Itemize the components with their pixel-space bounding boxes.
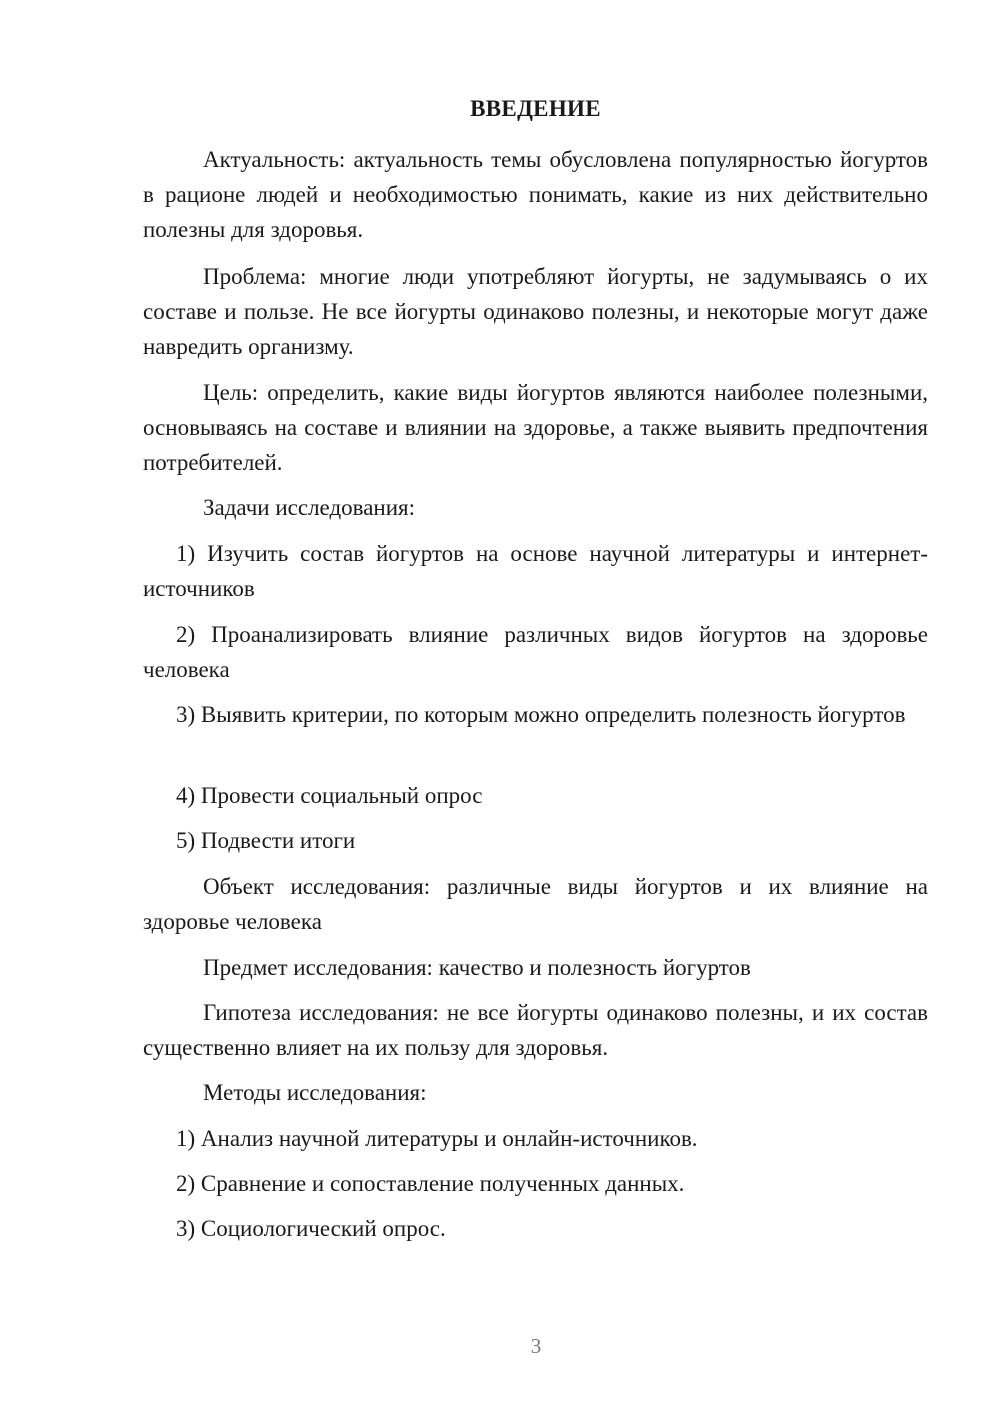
goal-paragraph: Цель: определить, какие виды йогуртов являются наиболее полезными, основываясь на составе и влиянии на здоровье, а также выявить предпочтения потребителей.: [143, 380, 928, 475]
relevance-paragraph: Актуальность: актуальность темы обусловлена популярностью йогуртов в рационе людей и необходимостью понимать, какие из них действительно полезны для здоровья.: [143, 147, 928, 242]
task-item-3: 3) Выявить критерии, по которым можно определить полезность йогуртов: [176, 702, 906, 727]
hypothesis-paragraph: Гипотеза исследования: не все йогурты одинаково полезны, и их состав существенно влияет на их пользу для здоровья.: [143, 1000, 928, 1060]
problem-paragraph: Проблема: многие люди употребляют йогурты, не задумываясь о их составе и пользе. Не все йогурты одинаково полезны, и некоторые могут даже навредить организму.: [143, 264, 928, 359]
method-item-3: 3) Социологический опрос.: [176, 1216, 446, 1241]
page-number: 3: [530, 1334, 542, 1358]
subject-paragraph: Предмет исследования: качество и полезность йогуртов: [203, 955, 751, 980]
task-item-5: 5) Подвести итоги: [176, 828, 356, 853]
methods-heading: Методы исследования:: [203, 1080, 427, 1105]
page-heading: ВВЕДЕНИЕ: [470, 96, 601, 121]
tasks-heading: Задачи исследования:: [203, 495, 416, 520]
object-paragraph: Объект исследования: различные виды йогуртов и их влияние на здоровье человека: [143, 874, 928, 934]
task-item-1: 1) Изучить состав йогуртов на основе научной литературы и интернет-источников: [143, 541, 928, 601]
task-item-4: 4) Провести социальный опрос: [176, 783, 483, 808]
method-item-2: 2) Сравнение и сопоставление полученных данных.: [176, 1171, 685, 1196]
method-item-1: 1) Анализ научной литературы и онлайн-источников.: [176, 1126, 698, 1151]
task-item-2: 2) Проанализировать влияние различных видов йогуртов на здоровье человека: [143, 622, 928, 682]
